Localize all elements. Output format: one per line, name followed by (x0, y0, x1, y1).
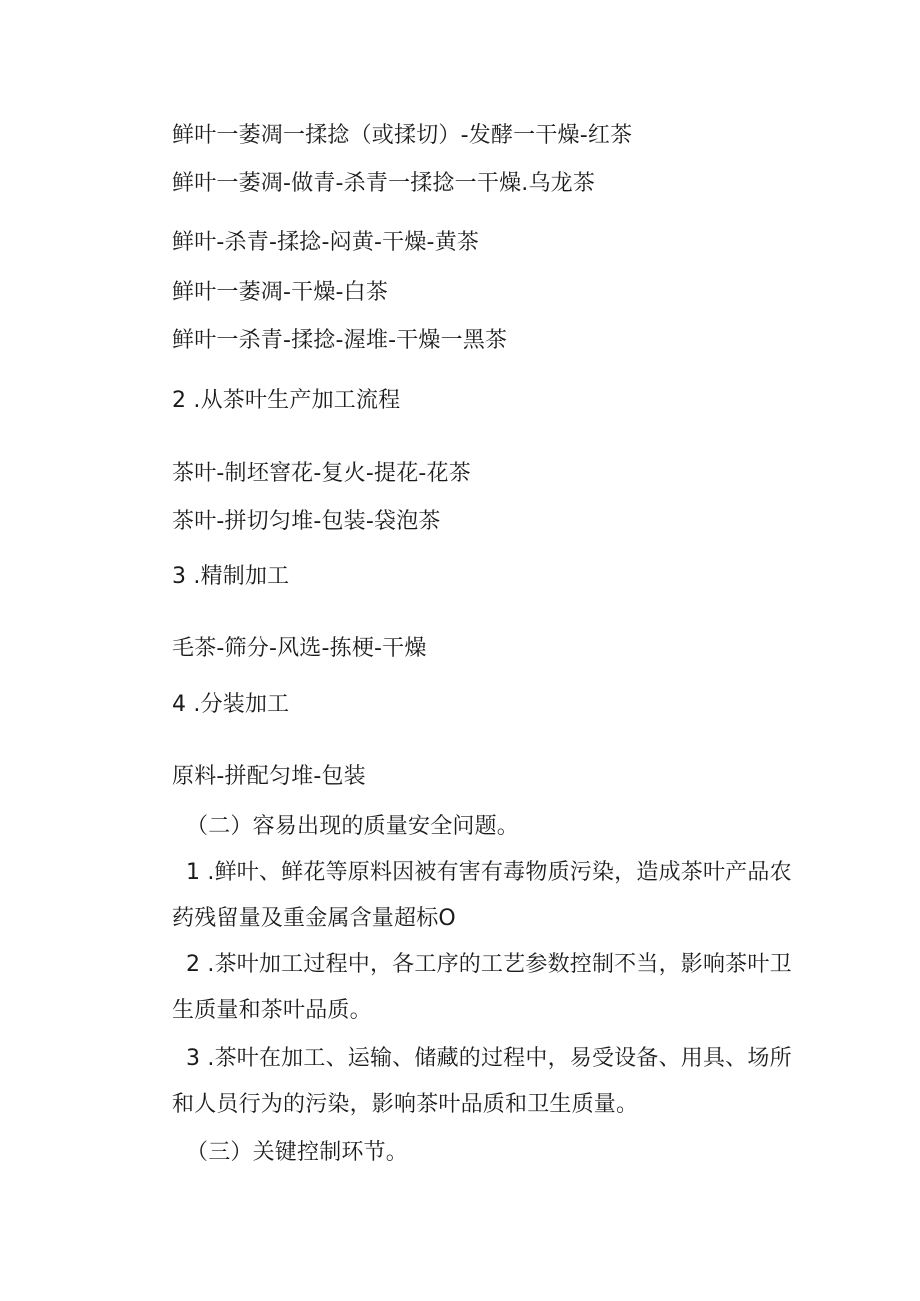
subsection-heading-2: （二）容易出现的质量安全问题。 (186, 814, 520, 839)
process-line-black-tea: 鲜叶一萎凋一揉捻（或揉切）-发酵一干燥-红茶 (172, 123, 633, 148)
process-line-dark-tea: 鲜叶一杀青-揉捻-渥堆-干燥一黑茶 (172, 328, 508, 353)
subsection-heading-3: （三）关键控制环节。 (186, 1140, 409, 1165)
section-heading-3: 3 .精制加工 (172, 564, 290, 589)
paragraph-1-line-2: 药残留量及重金属含量超标O (172, 906, 456, 931)
section-heading-2: 2 .从茶叶生产加工流程 (172, 388, 401, 413)
process-line-refining: 毛茶-筛分-风选-拣梗-干燥 (172, 636, 427, 661)
section-heading-4: 4 .分装加工 (172, 692, 290, 717)
paragraph-3-line-2: 和人员行为的污染，影响茶叶品质和卫生质量。 (172, 1092, 639, 1117)
paragraph-3-line-1: 3 .茶叶在加工、运输、储藏的过程中，易受设备、用具、场所 (186, 1046, 792, 1071)
process-line-scented-tea: 茶叶-制坯窨花-复火-提花-花茶 (172, 461, 471, 486)
paragraph-2-line-1: 2 .茶叶加工过程中，各工序的工艺参数控制不当，影响茶叶卫 (186, 952, 792, 977)
process-line-packaging: 原料-拼配匀堆-包装 (172, 764, 366, 789)
process-line-yellow-tea: 鲜叶-杀青-揉捻-闷黄-干燥-黄茶 (172, 230, 480, 255)
process-line-bagged-tea: 茶叶-拼切匀堆-包装-袋泡茶 (172, 509, 441, 534)
process-line-oolong-tea: 鲜叶一萎凋-做青-杀青一揉捻一干燥.乌龙茶 (172, 171, 596, 196)
process-line-white-tea: 鲜叶一萎凋-干燥-白茶 (172, 280, 389, 305)
paragraph-2-line-2: 生质量和茶叶品质。 (172, 998, 372, 1023)
paragraph-1-line-1: 1 .鲜叶、鲜花等原料因被有害有毒物质污染，造成茶叶产品农 (186, 860, 792, 885)
